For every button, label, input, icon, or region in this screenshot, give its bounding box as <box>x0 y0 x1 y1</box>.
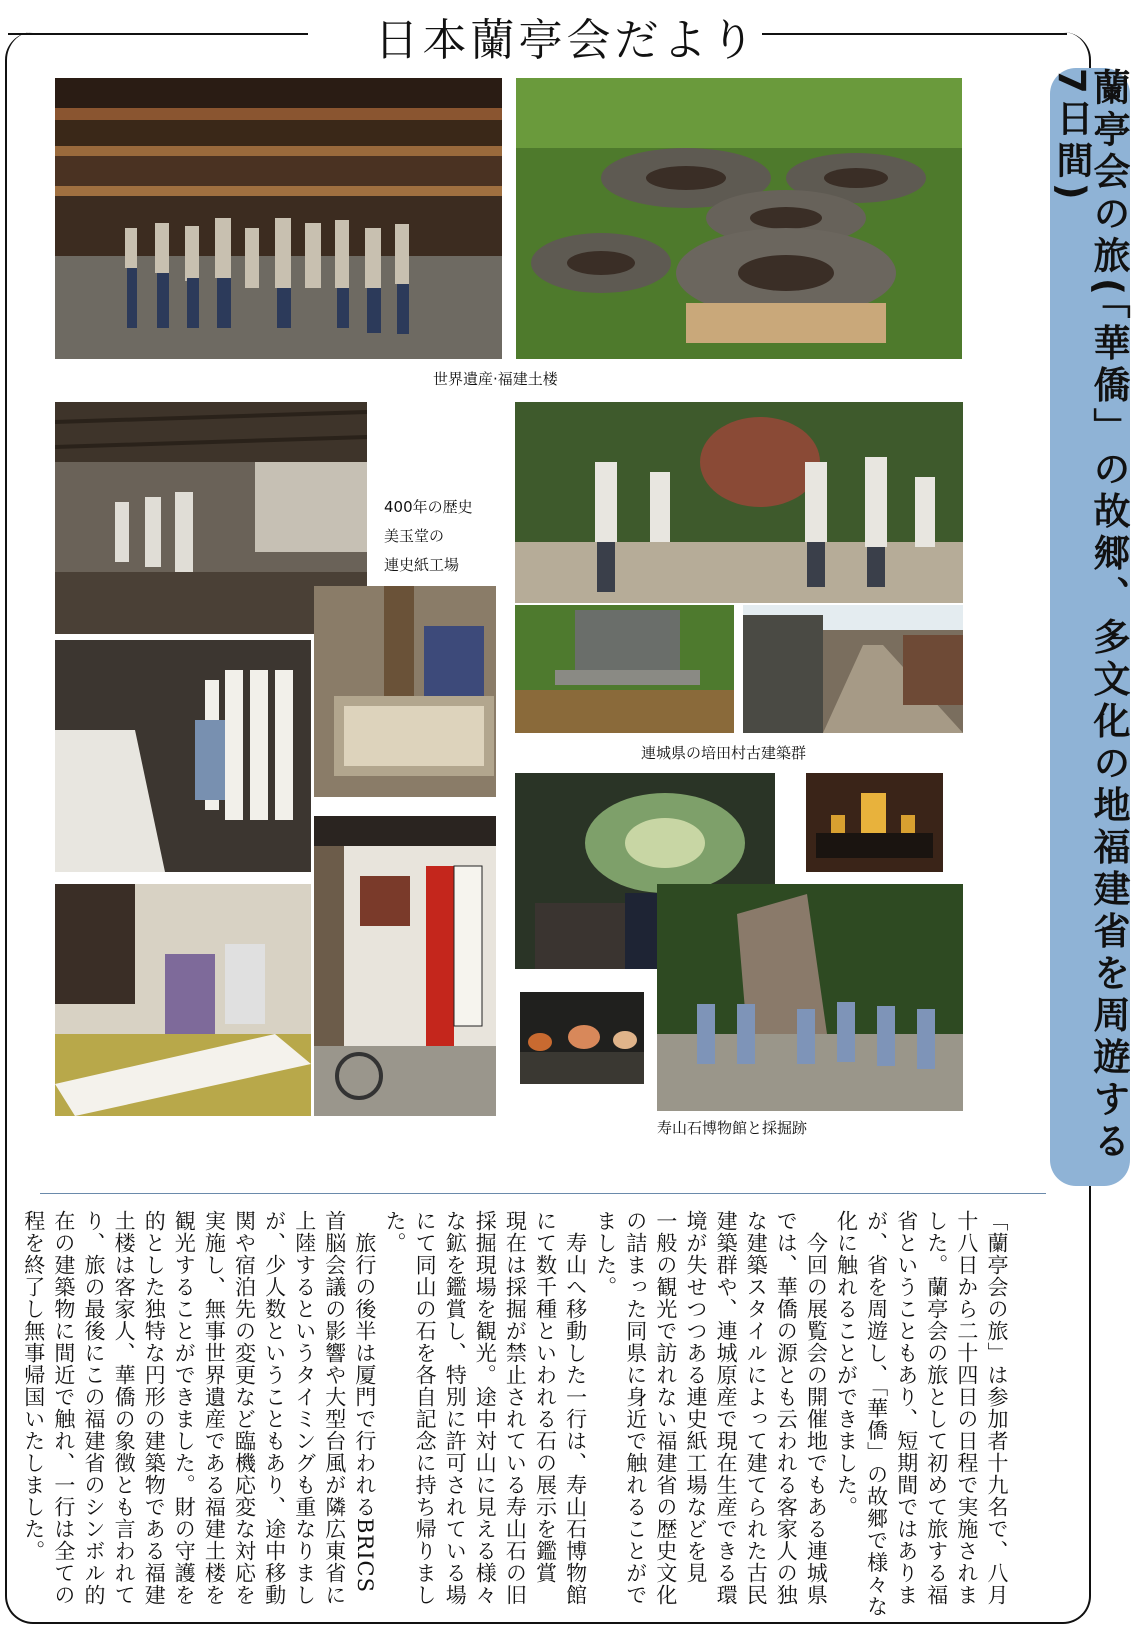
caption-paper-mill-line1: 400年の歴史 <box>384 498 473 516</box>
article-column: な鉱を鑑賞し、特別に許可されている場 <box>443 1210 468 1606</box>
article-column: 実施し、無事世界遺産である福建土楼を <box>202 1210 227 1606</box>
photo-factory-sign <box>314 816 496 1116</box>
photo-tulou-aerial <box>516 78 962 359</box>
article-column: 建築群や、連城原産で現在生産できる環 <box>714 1210 739 1606</box>
side-banner-text: 蘭亭会の旅(「華僑」の故郷、多文化の地福建省を周遊する7日間) <box>1050 68 1130 1164</box>
caption-paper-mill <box>384 493 473 580</box>
photo-peitian-street <box>743 605 963 733</box>
article-column: な建築スタイルによって建てられた古民 <box>744 1210 769 1606</box>
side-banner <box>1050 68 1130 1186</box>
article-column: 程を終了し無事帰国いたしました。 <box>21 1210 46 1562</box>
article-column: 省ということもあり、短期間ではありま <box>894 1210 919 1606</box>
photo-paper-pulp <box>314 586 496 797</box>
article-column: が、少人数ということもあり、途中移動 <box>262 1210 287 1606</box>
article-column: した。蘭亭会の旅として初めて旅する福 <box>924 1210 949 1606</box>
article-column: 寿山へ移動した一行は、寿山石博物館 <box>563 1210 588 1606</box>
photo-peitian-monument <box>515 605 734 733</box>
article-column: にて数千種といわれる石の展示を鑑賞 <box>533 1210 558 1584</box>
page-title: 日本蘭亭会だより <box>374 15 759 66</box>
article-column: 十八日から二十四日の日程で実施されま <box>954 1210 979 1606</box>
article-column: 的とした独特な円形の建築物である福建 <box>142 1210 167 1606</box>
photo-paper-drying <box>55 640 311 872</box>
caption-paper-mill-line3: 連史紙工場 <box>384 556 460 574</box>
article-column: 今回の展覧会の開催地でもある連城県 <box>804 1210 829 1606</box>
article-column: 現在は採掘が禁止されている寿山石の旧 <box>503 1210 528 1606</box>
article-column: 一般の観光で訪れない福建省の歴史文化 <box>653 1210 678 1606</box>
photo-shoushan-exhibit <box>806 773 943 872</box>
article-column: 「蘭亭会の旅」は参加者十九名で、八月 <box>985 1210 1009 1606</box>
article-column: 在の建築物に間近で触れ、一行は全ての <box>51 1210 76 1606</box>
photo-peitian-group <box>515 402 963 603</box>
article-column: 採掘現場を観光。途中対山に見える様々 <box>473 1210 498 1606</box>
article-column: 観光することができました。財の守護を <box>172 1210 197 1606</box>
photo-shoushan-stones <box>520 992 644 1084</box>
article-column: 上陸するというタイミングも重なりまし <box>292 1210 317 1606</box>
caption-peitian: 連城県の培田村古建築群 <box>641 744 807 762</box>
article-column: 土楼は客家人、華僑の象徴とも言われて <box>112 1210 137 1606</box>
article-column: が、省を周遊し、「華僑」の故郷で様々な <box>864 1210 889 1618</box>
caption-shoushan: 寿山石博物館と採掘跡 <box>657 1119 808 1137</box>
article-column: 関や宿泊先の変更など臨機応変な対応を <box>232 1210 257 1606</box>
article-column: 境が失せつつある連史紙工場などを見 <box>684 1210 708 1584</box>
section-divider <box>40 1193 1046 1194</box>
article-column: り、旅の最後にこの福建省のシンボル的 <box>82 1210 106 1606</box>
article-column: にて同山の石を各自記念に持ち帰りまし <box>413 1210 438 1606</box>
article-column: た。 <box>383 1210 407 1254</box>
article-column: ました。 <box>593 1210 618 1298</box>
article-column: 首脳会議の影響や大型台風が隣広東省に <box>322 1210 347 1606</box>
article-column: では、華僑の源とも云われる客家人の独 <box>774 1210 799 1606</box>
photo-tulou-interior <box>55 78 502 359</box>
caption-tulou: 世界遺産·福建土楼 <box>433 370 558 388</box>
caption-paper-mill-line2: 美玉堂の <box>384 527 445 545</box>
article-column: 化に触れることができました。 <box>834 1210 859 1518</box>
article-column: 旅行の後半は厦門で行われるBRICS <box>352 1210 377 1593</box>
photo-shoushan-group <box>657 884 963 1111</box>
article-column: の詰まった同県に身近で触れることがで <box>623 1210 648 1606</box>
photo-calligraphy <box>55 884 311 1116</box>
